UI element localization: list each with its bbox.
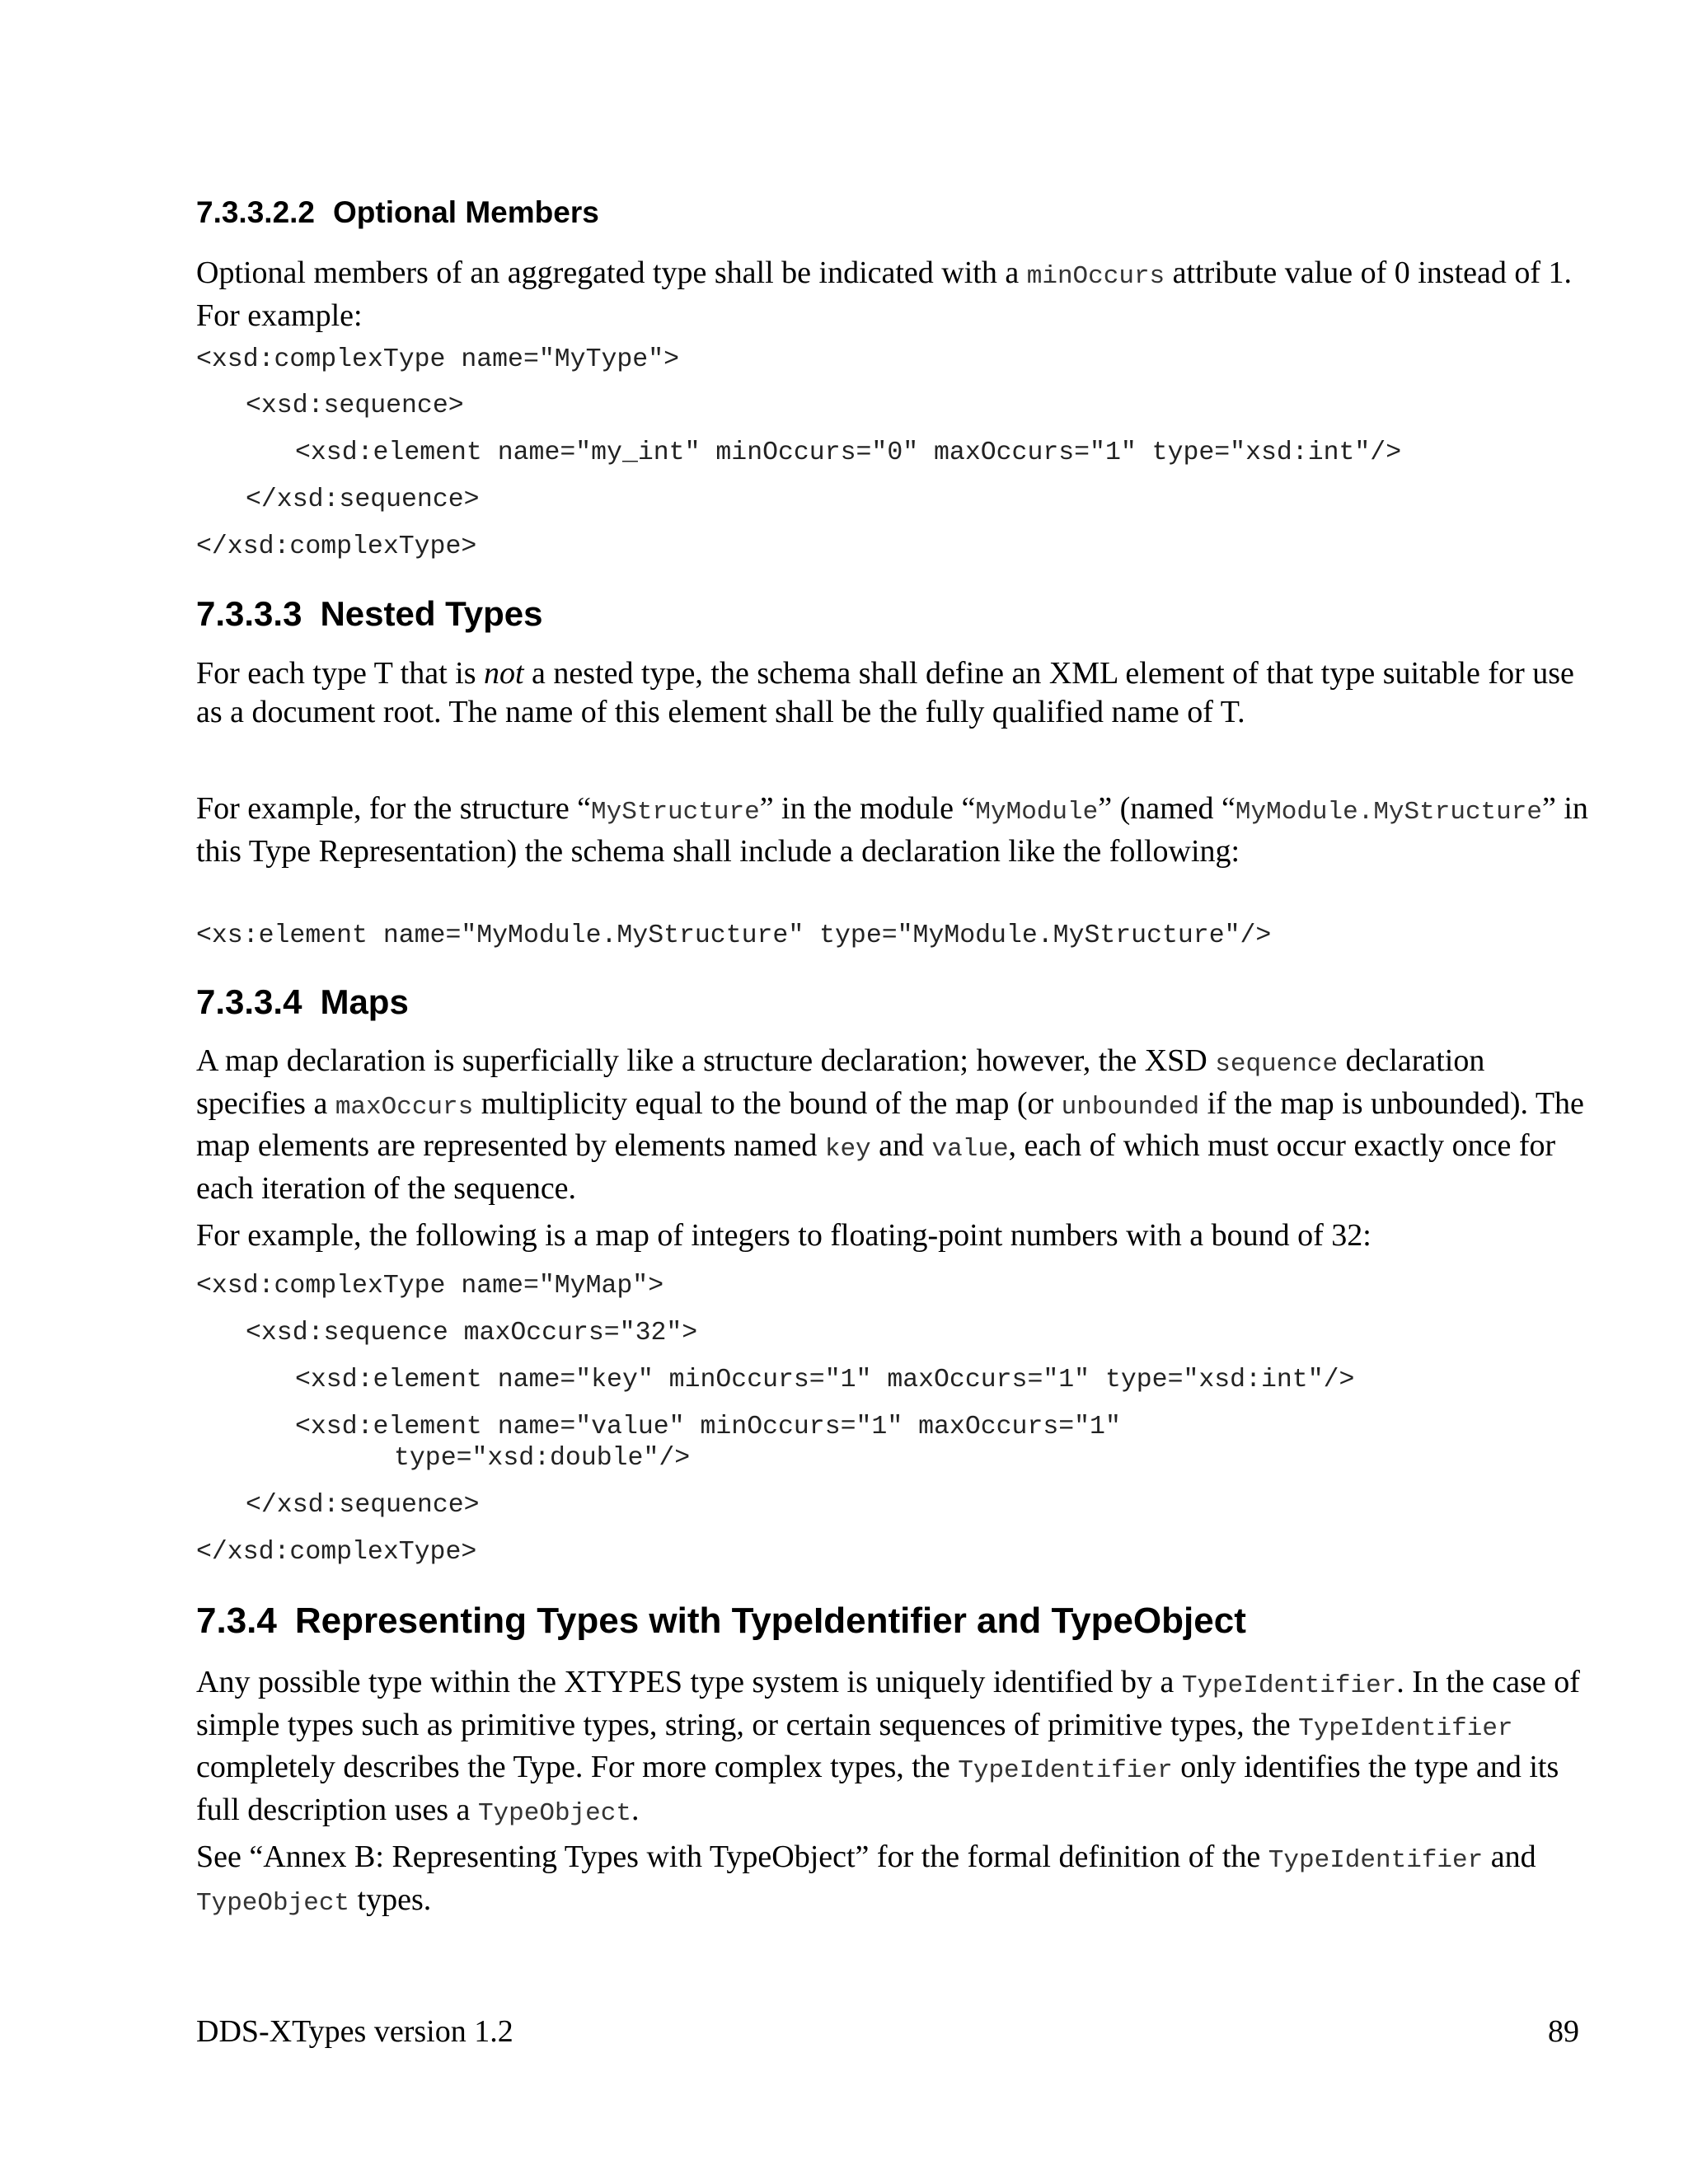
text-run: For each type T that is bbox=[196, 656, 484, 691]
code-line: </xsd:complexType> bbox=[196, 1538, 477, 1567]
text-run: attribute value of 0 instead of 1. For example: bbox=[196, 255, 1573, 333]
heading-nested-types bbox=[196, 593, 542, 635]
inline-code: MyModule bbox=[975, 798, 1099, 827]
text-run: and bbox=[1483, 1840, 1536, 1874]
inline-code: TypeIdentifier bbox=[1298, 1713, 1513, 1743]
section-number: 7.3.3.2.2 bbox=[196, 195, 316, 229]
section-title: Maps bbox=[320, 982, 409, 1021]
code-line: <xsd:sequence maxOccurs="32"> bbox=[246, 1319, 698, 1347]
heading-optional-members bbox=[196, 194, 599, 231]
text-run: ” in this Type Representation) the schema shall include a declaration like the following: bbox=[196, 791, 1588, 869]
text-run: only identifies the type and its full description uses a bbox=[196, 1750, 1559, 1827]
footer-document-title: DDS-XTypes version 1.2 bbox=[196, 2014, 513, 2049]
inline-code: MyModule.MyStructure bbox=[1235, 798, 1542, 827]
paragraph-annex-reference bbox=[196, 1838, 1589, 1923]
text-run: Optional members of an aggregated type shall be indicated with a bbox=[196, 255, 1027, 290]
text-run: completely describes the Type. For more complex types, the bbox=[196, 1750, 959, 1784]
section-number: 7.3.3.4 bbox=[196, 982, 302, 1021]
text-run: and bbox=[870, 1128, 932, 1163]
inline-code: maxOccurs bbox=[335, 1092, 474, 1122]
code-line: <xsd:sequence> bbox=[246, 391, 464, 420]
code-line: <xsd:element name="value" minOccurs="1" maxOccurs="1" bbox=[295, 1413, 1121, 1441]
section-number: 7.3.3.3 bbox=[196, 594, 302, 633]
text-run: declaration specifies a bbox=[196, 1043, 1485, 1121]
inline-code: value bbox=[931, 1135, 1009, 1164]
inline-code: minOccurs bbox=[1026, 262, 1165, 291]
paragraph-nested-example bbox=[196, 790, 1589, 870]
code-line: <xsd:element name="my_int" minOccurs="0" maxOccurs="1" type="xsd:int"/> bbox=[295, 438, 1402, 467]
code-line: <xsd:complexType name="MyMap"> bbox=[196, 1272, 664, 1301]
paragraph-nested-types bbox=[196, 654, 1589, 731]
inline-code: TypeIdentifier bbox=[958, 1756, 1173, 1785]
paragraph-type-identifier bbox=[196, 1663, 1589, 1833]
section-title: Nested Types bbox=[320, 594, 543, 633]
text-run: a nested type, the schema shall define an XML element of that type suitable for use as a document root. The name of this element shall be the fully qualified name of T. bbox=[196, 656, 1574, 729]
text-run: . bbox=[631, 1792, 640, 1827]
code-line: </xsd:sequence> bbox=[246, 485, 480, 514]
text-run: For example, for the structure “ bbox=[196, 791, 592, 826]
text-run: Any possible type within the XTYPES type system is uniquely identified by a bbox=[196, 1665, 1182, 1699]
text-run: types. bbox=[349, 1882, 432, 1917]
heading-maps bbox=[196, 982, 409, 1023]
document-page bbox=[196, 0, 1589, 2184]
paragraph-optional-members bbox=[196, 254, 1589, 335]
text-run: multiplicity equal to the bound of the map (or bbox=[473, 1085, 1062, 1121]
paragraph-maps bbox=[196, 1042, 1589, 1207]
code-line: <xs:element name="MyModule.MyStructure" type="MyModule.MyStructure"/> bbox=[196, 921, 1272, 950]
section-number: 7.3.4 bbox=[196, 1601, 277, 1641]
text-run: See “Annex B: Representing Types with TypeObject” for the formal definition of the bbox=[196, 1840, 1268, 1874]
code-line: <xsd:complexType name="MyType"> bbox=[196, 345, 679, 374]
text-run: if the map is unbounded). The map elements are represented by elements named bbox=[196, 1085, 1584, 1163]
text-run: ” (named “ bbox=[1098, 791, 1236, 826]
text-run: ” in the module “ bbox=[759, 791, 976, 826]
code-line: type="xsd:double"/> bbox=[394, 1444, 691, 1473]
code-line: <xsd:element name="key" minOccurs="1" maxOccurs="1" type="xsd:int"/> bbox=[295, 1366, 1355, 1394]
code-line: </xsd:complexType> bbox=[196, 532, 477, 561]
text-run: , each of which must occur exactly once for each iteration of the sequence. bbox=[196, 1128, 1556, 1206]
code-line: </xsd:sequence> bbox=[246, 1491, 480, 1520]
inline-code: TypeIdentifier bbox=[1181, 1671, 1397, 1700]
inline-code: sequence bbox=[1215, 1050, 1339, 1079]
text-run: . In the case of simple types such as primitive types, string, or certain sequences of primitive types, the bbox=[196, 1665, 1580, 1742]
inline-code: TypeIdentifier bbox=[1268, 1846, 1484, 1875]
section-title: Optional Members bbox=[333, 195, 599, 229]
footer-page-number: 89 bbox=[1548, 2014, 1579, 2049]
section-title: Representing Types with TypeIdentifier and TypeObject bbox=[294, 1601, 1246, 1641]
text-run: A map declaration is superficially like a structure declaration; however, the XSD bbox=[196, 1043, 1216, 1078]
inline-code: unbounded bbox=[1061, 1092, 1200, 1122]
paragraph-map-example: For example, the following is a map of integers to floating-point numbers with a bound of 32: bbox=[196, 1218, 1372, 1253]
emphasis: not bbox=[483, 656, 524, 691]
heading-representing-types bbox=[196, 1601, 1246, 1642]
inline-code: TypeObject bbox=[196, 1888, 350, 1918]
inline-code: key bbox=[824, 1135, 871, 1164]
inline-code: TypeObject bbox=[477, 1798, 631, 1828]
inline-code: MyStructure bbox=[591, 798, 760, 827]
